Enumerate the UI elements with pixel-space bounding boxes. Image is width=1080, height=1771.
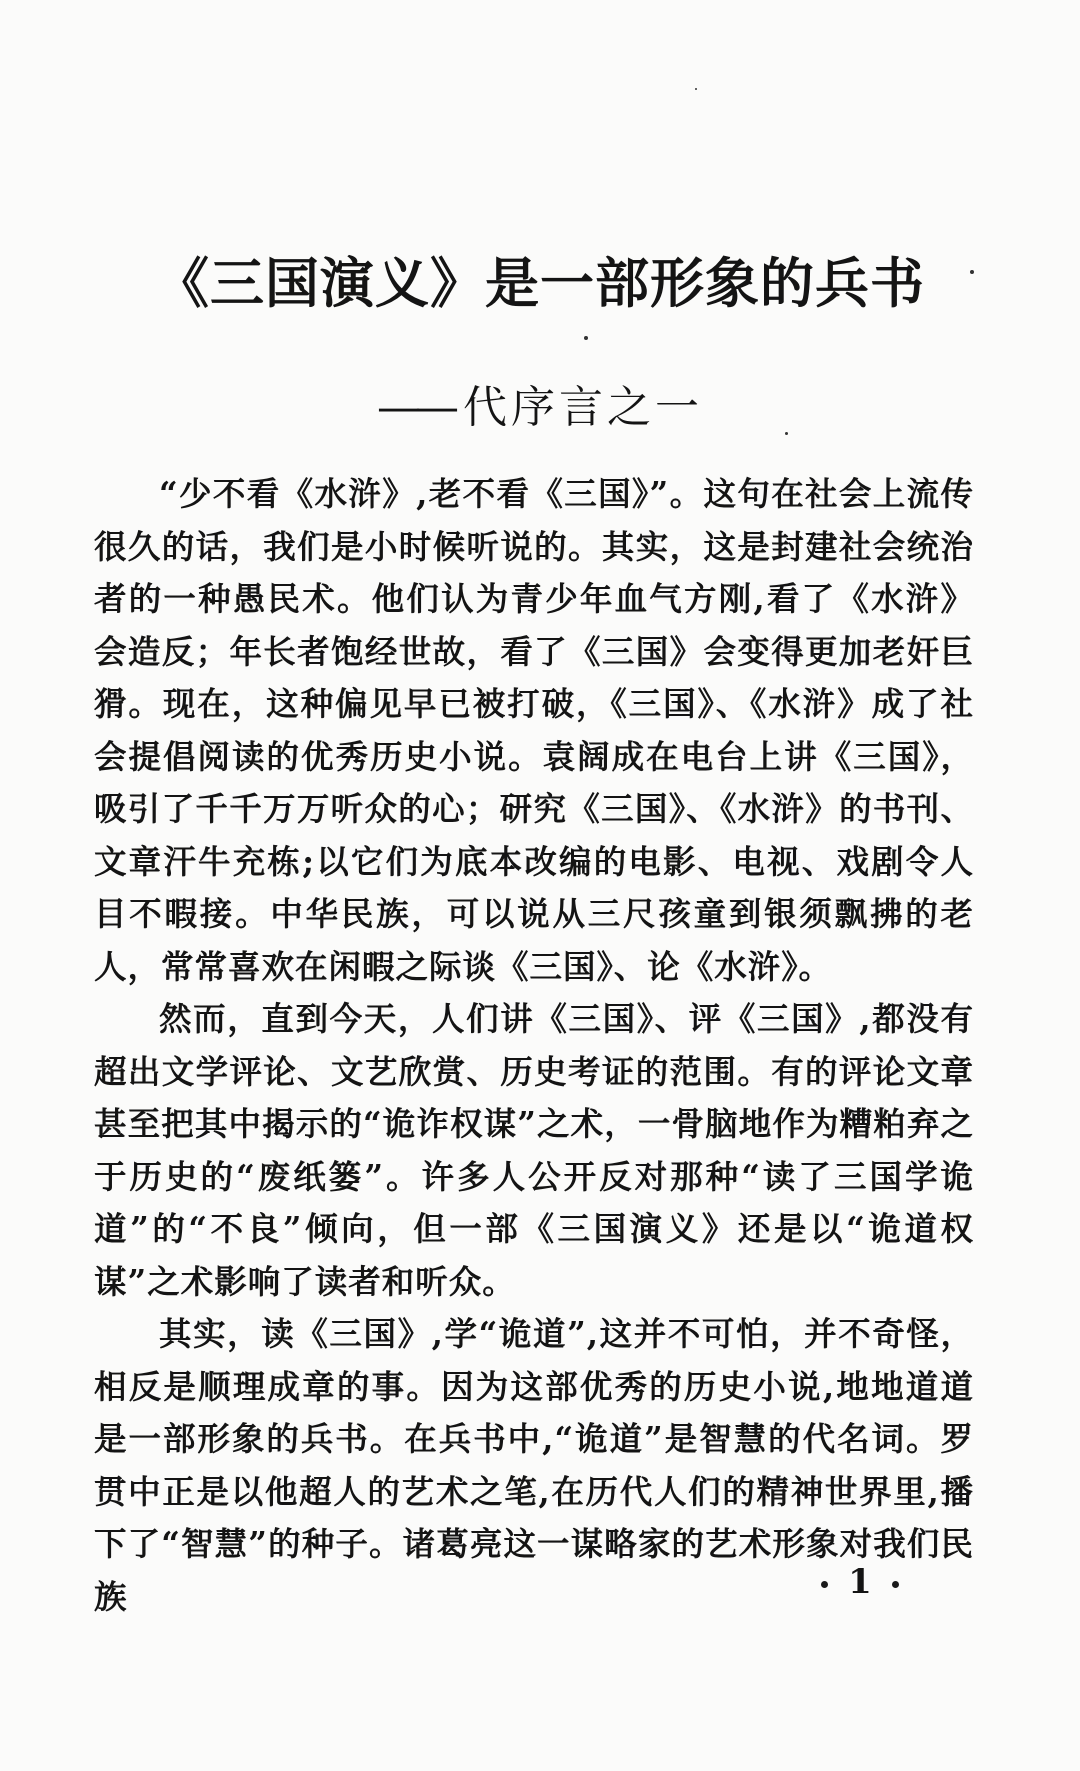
scan-speck xyxy=(785,432,788,435)
scan-speck xyxy=(970,270,974,274)
right-dot-ornament xyxy=(892,1581,899,1588)
subtitle-text: 代序言之一 xyxy=(463,382,703,433)
scan-speck xyxy=(695,88,697,90)
body-text xyxy=(94,468,974,1623)
subtitle-dash: —— xyxy=(377,382,453,433)
page-number-value: 1 xyxy=(848,1562,872,1602)
chapter-subtitle xyxy=(0,378,1080,438)
paragraph-1: “少不看《水浒》,老不看《三国》”。这句在社会上流传很久的话，我们是小时候听说的。其实，这是封建社会统治者的一种愚民术。他们认为青少年血气方刚,看了《水浒》会造反；年长者饱经世故，看了《三国》会变得更加老奸巨猾。现在，这种偏见早已被打破，《三国》、《水浒》成了社会提倡阅读的优秀历史小说。袁阔成在电台上讲《三国》，吸引了千千万万听众的心；研究《三国》、《水浒》的书刊、文章汗牛充栋;以它们为底本改编的电影、电视、戏剧令人目不暇接。中华民族，可以说从三尺孩童到银须飘拂的老人，常常喜欢在闲暇之际谈《三国》、论《水浒》。 xyxy=(94,474,974,986)
paragraph-3: 其实，读《三国》,学“诡道”,这并不可怕，并不奇怪，相反是顺理成章的事。因为这部优秀的历史小说,地地道道是一部形象的兵书。在兵书中,“诡道”是智慧的代名词。罗贯中正是以他超人的艺术之笔,在历代人们的精神世界里,播下了“智慧”的种子。诸葛亮这一谋略家的艺术形象对我们民族 xyxy=(94,1314,974,1616)
left-dot-ornament xyxy=(821,1581,828,1588)
page-number xyxy=(0,1562,1080,1602)
paragraph-2: 然而，直到今天，人们讲《三国》、评《三国》,都没有超出文学评论、文艺欣赏、历史考证的范围。有的评论文章甚至把其中揭示的“诡诈权谋”之术，一骨脑地作为糟粕弃之于历史的“废纸篓”。许多人公开反对那种“读了三国学诡道”的“不良”倾向，但一部《三国演义》还是以“诡道权谋”之术影响了读者和听众。 xyxy=(94,999,974,1301)
chapter-title: 《三国演义》是一部形象的兵书 xyxy=(155,251,925,315)
scan-speck xyxy=(584,336,588,340)
